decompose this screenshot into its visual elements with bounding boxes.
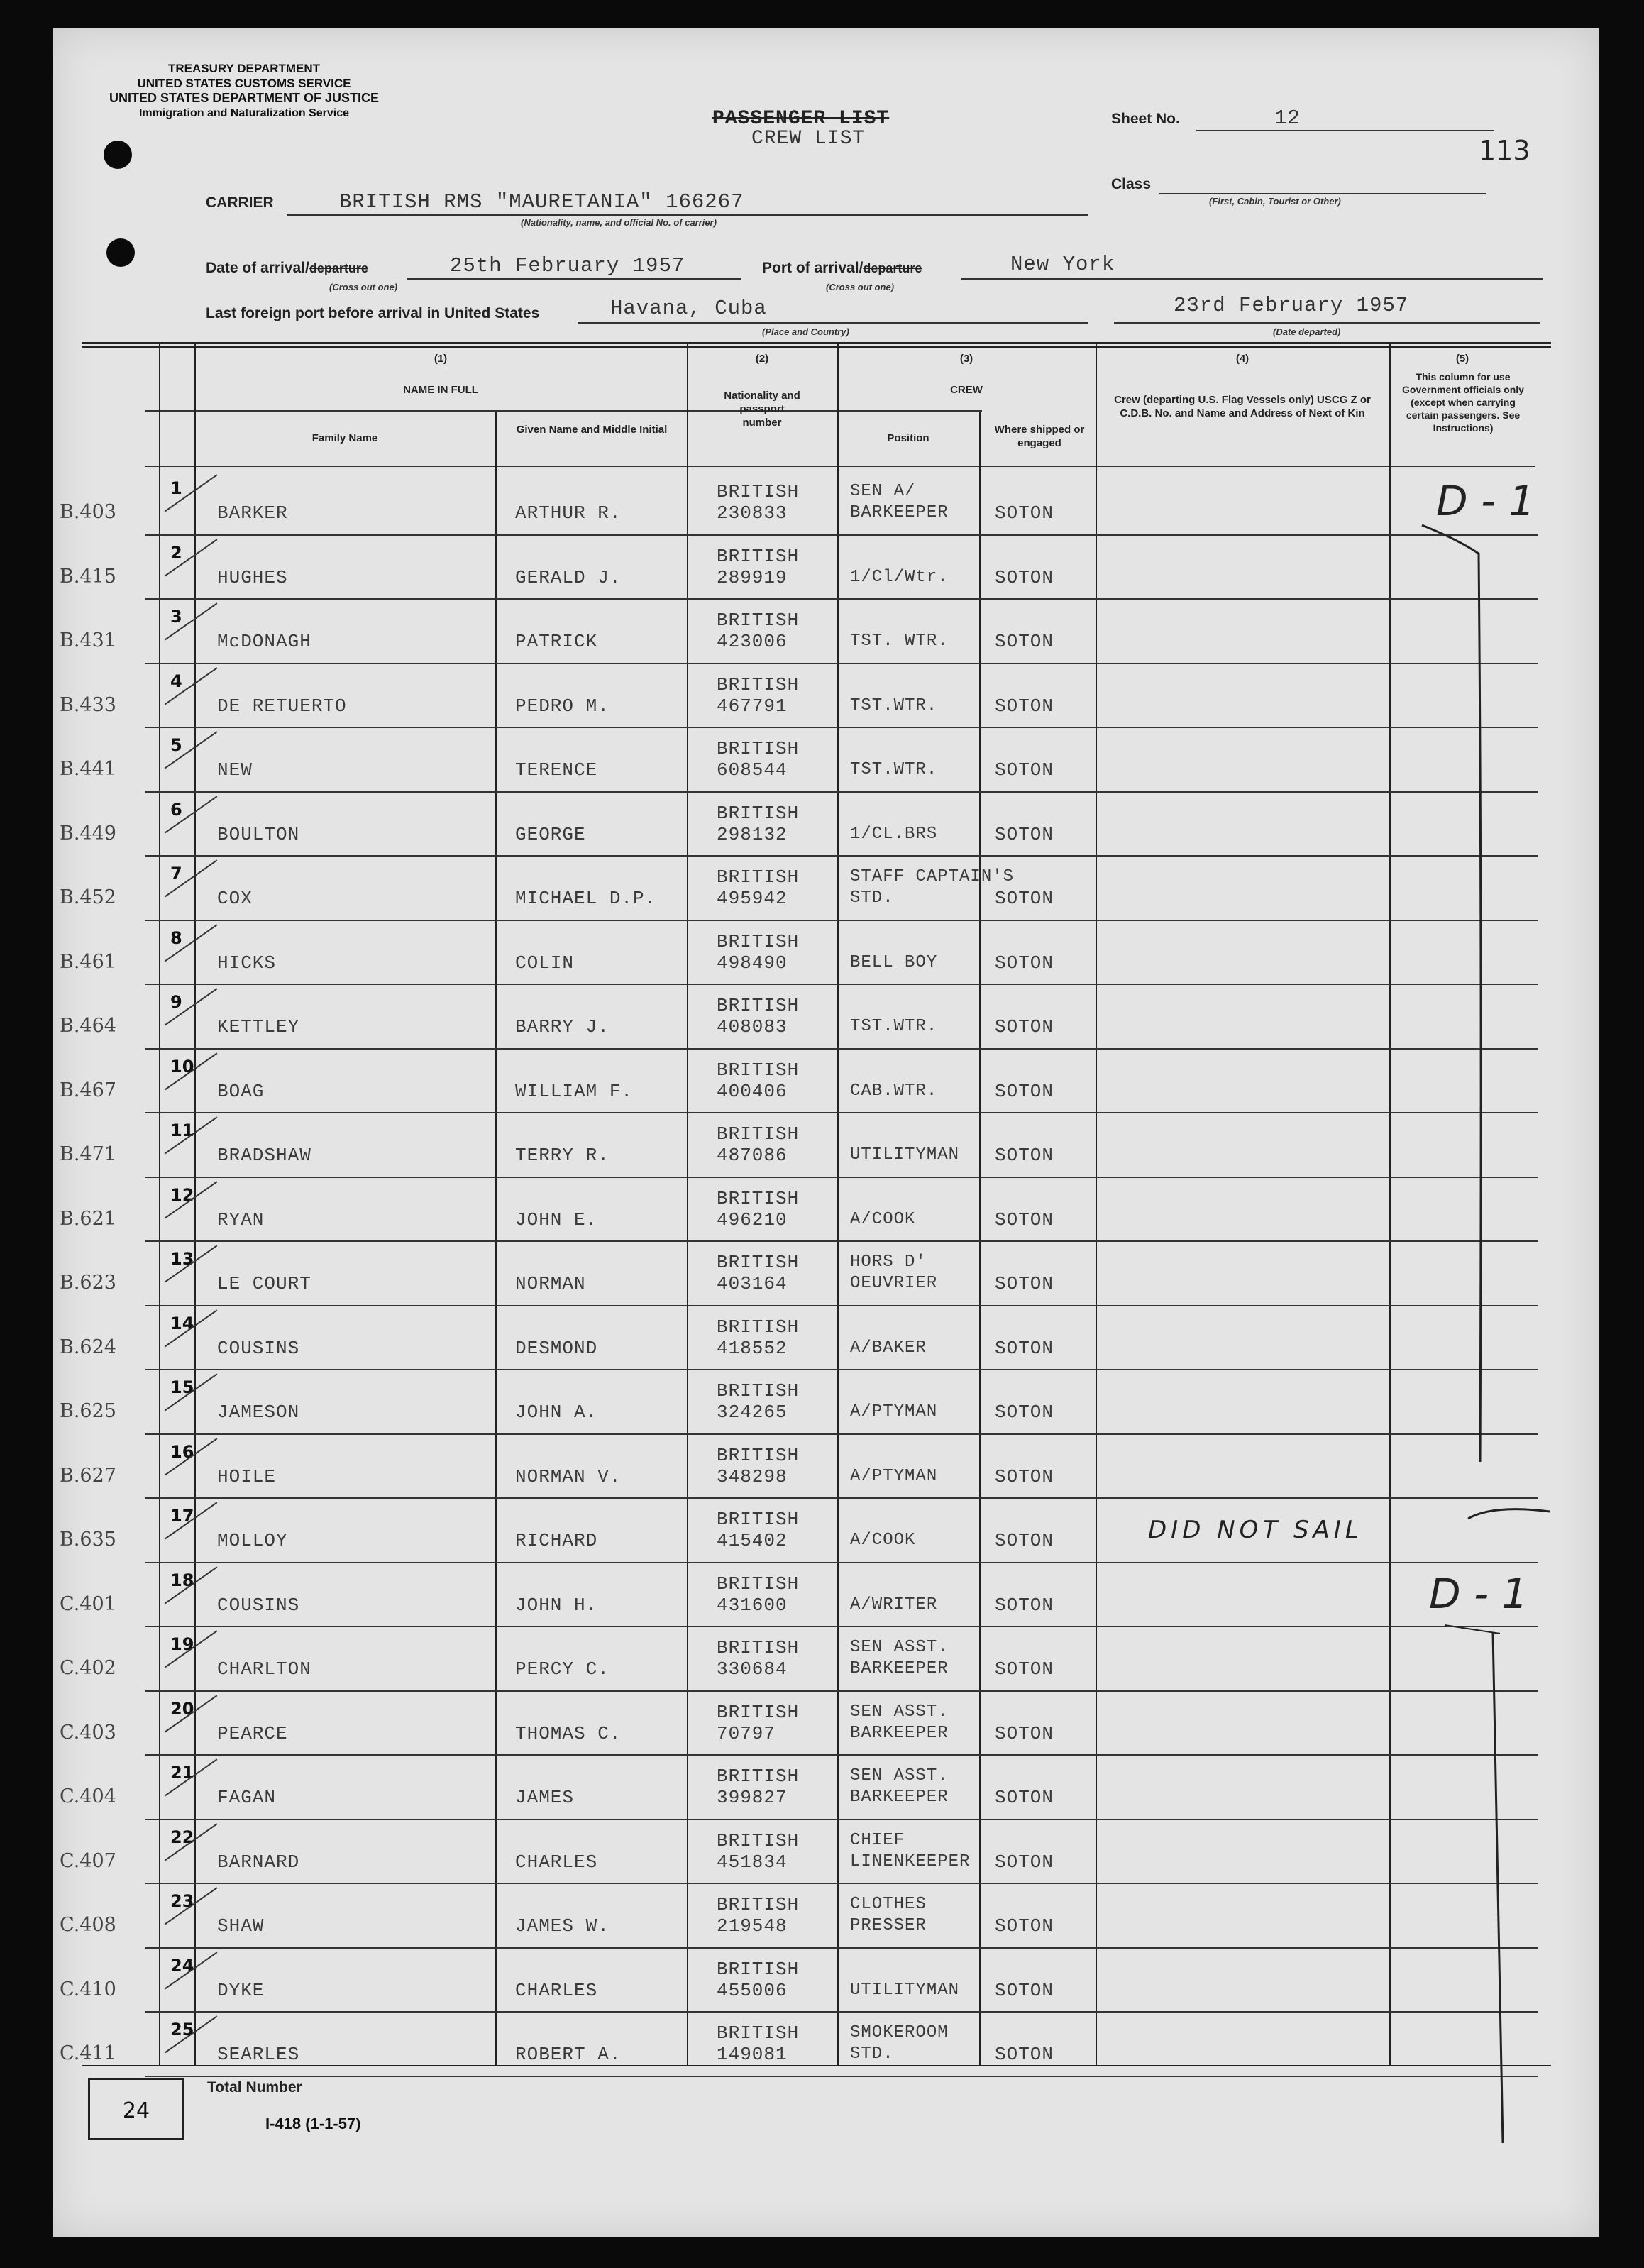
row-number: 15 — [170, 1377, 194, 1397]
nationality: BRITISH — [717, 866, 800, 888]
row-ref: C.402 — [60, 1657, 116, 1679]
passport-number: 298132 — [717, 823, 788, 845]
family-name: HUGHES — [217, 566, 288, 588]
position-line-2: BARKEEPER — [850, 503, 949, 522]
position-line-2: UTILITYMAN — [850, 1980, 960, 2000]
passport-number: 219548 — [717, 1915, 788, 1937]
position-line-2: STD. — [850, 888, 894, 908]
passport-number: 455006 — [717, 1979, 788, 2001]
row-ref: C.403 — [60, 1721, 116, 1744]
agency-line-2: UNITED STATES CUSTOMS SERVICE — [137, 77, 351, 90]
col2-title: Nationality and passport number — [724, 390, 800, 429]
passport-number: 400406 — [717, 1080, 788, 1102]
family-name: NEW — [217, 759, 253, 781]
family-name: COUSINS — [217, 1337, 300, 1359]
date-hint: (Cross out one) — [329, 282, 398, 292]
row-ref: B.431 — [60, 629, 116, 651]
crew-list-sheet — [53, 28, 1599, 2237]
struck-title: PASSENGER LIST — [712, 108, 890, 130]
position-line-2: TST.WTR. — [850, 695, 938, 715]
passport-number: 348298 — [717, 1465, 788, 1487]
row-ref: B.471 — [60, 1143, 116, 1165]
col4-number: (4) — [1235, 353, 1249, 365]
agency-line-1: TREASURY DEPARTMENT — [167, 62, 321, 75]
row-ref: C.401 — [60, 1592, 116, 1615]
given-name: DESMOND — [515, 1337, 598, 1359]
col-position-header: Position — [887, 432, 929, 444]
row-number: 14 — [170, 1313, 194, 1333]
total-value: 24 — [122, 2098, 150, 2123]
carrier-hint: (Nationality, name, and official No. of carrier) — [521, 217, 717, 228]
row-number: 12 — [170, 1184, 194, 1205]
row-ref: B.627 — [60, 1464, 116, 1487]
passport-number: 431600 — [717, 1594, 788, 1616]
given-name: GEORGE — [515, 823, 586, 845]
nationality: BRITISH — [717, 545, 800, 567]
departed-value: 23rd February 1957 — [1174, 294, 1409, 317]
shipped-at: SOTON — [995, 502, 1054, 524]
shipped-at: SOTON — [995, 1273, 1054, 1294]
form-title: CREW LIST — [751, 128, 866, 150]
passport-number: 451834 — [717, 1851, 788, 1873]
family-name: DYKE — [217, 1979, 265, 2001]
row-number: 13 — [170, 1249, 194, 1269]
passport-number: 403164 — [717, 1273, 788, 1294]
row-ref: B.621 — [60, 1207, 116, 1230]
passport-number: 467791 — [717, 695, 788, 717]
shipped-at: SOTON — [995, 1787, 1054, 1808]
shipped-at: SOTON — [995, 631, 1054, 652]
given-name: ARTHUR R. — [515, 502, 622, 524]
given-name: JOHN E. — [515, 1209, 598, 1231]
row-number: 6 — [170, 799, 182, 820]
nationality: BRITISH — [717, 1829, 800, 1851]
position-line-2: BELL BOY — [850, 952, 938, 972]
nationality: BRITISH — [717, 930, 800, 952]
shipped-at: SOTON — [995, 1658, 1054, 1680]
col2-number: (2) — [755, 353, 769, 365]
port-label-text: Port of arrival/ — [762, 260, 864, 276]
passport-number: 330684 — [717, 1658, 788, 1680]
col5-title: This column for use Government officials only (except when carrying certain passengers. See Instructions) — [1402, 371, 1524, 434]
family-name: BOAG — [217, 1080, 265, 1102]
passport-number: 495942 — [717, 888, 788, 909]
shipped-at: SOTON — [995, 1145, 1054, 1166]
family-name: MOLLOY — [217, 1530, 288, 1551]
row-ref: C.410 — [60, 1978, 116, 2000]
row-ref: B.464 — [60, 1015, 116, 1037]
handwritten-strokes — [53, 28, 1599, 2237]
shipped-at: SOTON — [995, 823, 1054, 845]
nationality: BRITISH — [717, 1637, 800, 1658]
col5-number: (5) — [1455, 353, 1469, 365]
row-number: 18 — [170, 1570, 194, 1590]
shipped-at: SOTON — [995, 1080, 1054, 1102]
family-name: BARNARD — [217, 1851, 300, 1873]
carrier-value: BRITISH RMS "MAURETANIA" 166267 — [339, 190, 744, 214]
shipped-at: SOTON — [995, 1594, 1054, 1616]
family-name: JAMESON — [217, 1402, 300, 1423]
class-hint: (First, Cabin, Tourist or Other) — [1209, 196, 1341, 207]
nationality: BRITISH — [717, 2022, 800, 2044]
position-line-2: PRESSER — [850, 1916, 927, 1935]
shipped-at: SOTON — [995, 2044, 1054, 2065]
row-ref: B.449 — [60, 822, 116, 844]
row-ref: C.404 — [60, 1785, 116, 1807]
port-hint: (Cross out one) — [826, 282, 895, 292]
row-number: 24 — [170, 1955, 194, 1976]
position-line-2: BARKEEPER — [850, 1723, 949, 1743]
row-number: 9 — [170, 992, 182, 1012]
row-ref: C.407 — [60, 1849, 116, 1872]
given-name: JAMES — [515, 1787, 575, 1808]
row-number: 22 — [170, 1827, 194, 1847]
position-line-1: SEN A/ — [850, 482, 916, 501]
position-line-2: UTILITYMAN — [850, 1145, 960, 1165]
position-line-2: STD. — [850, 2044, 894, 2064]
position-line-2: A/PTYMAN — [850, 1466, 938, 1486]
nationality: BRITISH — [717, 1380, 800, 1402]
position-line-1: SEN ASST. — [850, 1766, 949, 1785]
given-name: PATRICK — [515, 631, 598, 652]
row-number: 2 — [170, 542, 182, 563]
position-line-1: CLOTHES — [850, 1895, 927, 1914]
shipped-at: SOTON — [995, 759, 1054, 781]
col3-title: CREW — [950, 384, 983, 396]
passport-number: 496210 — [717, 1209, 788, 1231]
row-number: 25 — [170, 2020, 194, 2039]
row-ref: B.441 — [60, 758, 116, 780]
agency-line-4: Immigration and Naturalization Service — [138, 107, 350, 119]
given-name: ROBERT A. — [515, 2044, 622, 2065]
row-ref: B.415 — [60, 565, 116, 588]
nationality: BRITISH — [717, 1701, 800, 1723]
given-name: PEDRO M. — [515, 695, 609, 717]
given-name: GERALD J. — [515, 566, 622, 588]
total-box — [88, 2078, 184, 2140]
position-line-2: A/BAKER — [850, 1338, 927, 1358]
row-ref: B.624 — [60, 1336, 116, 1358]
col-shipped-header: Where shipped or engaged — [994, 424, 1085, 449]
date-label-text: Date of arrival/ — [206, 260, 309, 276]
family-name: McDONAGH — [217, 631, 311, 652]
sheet-no-label: Sheet No. — [1111, 111, 1180, 127]
col4-title: Crew (departing U.S. Flag Vessels only) USCG Z or C.D.B. No. and Name and Address of Next of Kin — [1114, 394, 1371, 419]
form-number: I-418 (1-1-57) — [265, 2115, 361, 2132]
passport-number: 423006 — [717, 631, 788, 652]
row-ref: B.623 — [60, 1272, 116, 1294]
col3-number: (3) — [959, 353, 973, 365]
position-line-2: A/COOK — [850, 1531, 916, 1550]
given-name: CHARLES — [515, 1851, 598, 1873]
nationality: BRITISH — [717, 481, 800, 502]
family-name: KETTLEY — [217, 1016, 300, 1037]
family-name: CHARLTON — [217, 1658, 311, 1680]
shipped-at: SOTON — [995, 1530, 1054, 1551]
shipped-at: SOTON — [995, 1402, 1054, 1423]
row-ref: B.403 — [60, 501, 116, 523]
row-number: 8 — [170, 927, 182, 948]
nationality: BRITISH — [717, 1766, 800, 1787]
row-number: 19 — [170, 1634, 194, 1654]
row-ref: C.408 — [60, 1914, 116, 1936]
given-name: COLIN — [515, 952, 575, 974]
col1-title: NAME IN FULL — [403, 384, 478, 396]
position-line-2: OEUVRIER — [850, 1274, 938, 1293]
given-name: THOMAS C. — [515, 1722, 622, 1744]
row-ref: B.452 — [60, 886, 116, 908]
row-ref: C.411 — [60, 2042, 116, 2064]
position-line-2: BARKEEPER — [850, 1659, 949, 1678]
row-ref: B.625 — [60, 1400, 116, 1422]
col-family-header: Family Name — [311, 432, 378, 444]
given-name: BARRY J. — [515, 1016, 609, 1037]
row-ref: B.461 — [60, 950, 116, 973]
position-line-1: HORS D' — [850, 1253, 927, 1272]
passport-number: 608544 — [717, 759, 788, 781]
shipped-at: SOTON — [995, 1337, 1054, 1359]
port-struck: departure — [863, 261, 922, 275]
row-number: 1 — [170, 478, 182, 498]
nationality: BRITISH — [717, 1316, 800, 1338]
position-line-2: A/COOK — [850, 1209, 916, 1229]
family-name: HICKS — [217, 952, 277, 974]
given-name: JAMES W. — [515, 1915, 609, 1937]
row-number: 17 — [170, 1506, 194, 1526]
nationality: BRITISH — [717, 1509, 800, 1530]
position-line-1: SEN ASST. — [850, 1702, 949, 1722]
carrier-label: CARRIER — [206, 194, 274, 211]
given-name: MICHAEL D.P. — [515, 888, 657, 909]
position-line-2: TST.WTR. — [850, 760, 938, 779]
row-number: 3 — [170, 607, 182, 627]
given-name: TERENCE — [515, 759, 598, 781]
family-name: COUSINS — [217, 1594, 300, 1616]
given-name: WILLIAM F. — [515, 1080, 634, 1102]
shipped-at: SOTON — [995, 1465, 1054, 1487]
nationality: BRITISH — [717, 802, 800, 824]
row-number: 7 — [170, 864, 182, 883]
page-stamp: 113 — [1479, 135, 1530, 166]
family-name: HOILE — [217, 1465, 277, 1487]
shipped-at: SOTON — [995, 1915, 1054, 1937]
col-given-header: Given Name and Middle Initial — [516, 424, 668, 436]
row-number: 10 — [170, 1056, 194, 1077]
shipped-at: SOTON — [995, 1722, 1054, 1744]
position-line-2: TST. WTR. — [850, 632, 949, 651]
sheet-no-value: 12 — [1274, 106, 1301, 130]
family-name: FAGAN — [217, 1787, 277, 1808]
annotation-d1-top: D - 1 — [1436, 477, 1535, 525]
position-line-2: 1/CL.BRS — [850, 824, 938, 844]
position-line-2: A/PTYMAN — [850, 1402, 938, 1421]
last-port-label: Last foreign port before arrival in United States — [206, 305, 540, 321]
family-name: COX — [217, 888, 253, 909]
nationality: BRITISH — [717, 1059, 800, 1081]
row-number: 4 — [170, 671, 182, 691]
given-name: NORMAN V. — [515, 1465, 622, 1487]
passport-number: 415402 — [717, 1530, 788, 1551]
passport-number: 289919 — [717, 566, 788, 588]
passport-number: 399827 — [717, 1787, 788, 1808]
row-number: 16 — [170, 1441, 194, 1462]
annotation-did-not-sail: DID NOT SAIL — [1148, 1516, 1363, 1544]
position-line-2: BARKEEPER — [850, 1788, 949, 1807]
departed-hint: (Date departed) — [1273, 326, 1341, 337]
given-name: JOHN H. — [515, 1594, 598, 1616]
last-port-hint: (Place and Country) — [762, 326, 849, 337]
position-line-2: LINENKEEPER — [850, 1851, 971, 1871]
nationality: BRITISH — [717, 610, 800, 631]
family-name: PEARCE — [217, 1722, 288, 1744]
family-name: LE COURT — [217, 1273, 311, 1294]
shipped-at: SOTON — [995, 1851, 1054, 1873]
agency-line-3: UNITED STATES DEPARTMENT OF JUSTICE — [109, 91, 379, 105]
row-number: 23 — [170, 1891, 194, 1911]
passport-number: 498490 — [717, 952, 788, 974]
given-name: NORMAN — [515, 1273, 586, 1294]
passport-number: 70797 — [717, 1722, 776, 1744]
shipped-at: SOTON — [995, 1209, 1054, 1231]
nationality: BRITISH — [717, 1123, 800, 1145]
family-name: SHAW — [217, 1915, 265, 1937]
passport-number: 324265 — [717, 1402, 788, 1423]
row-number: 11 — [170, 1121, 194, 1140]
last-port-value: Havana, Cuba — [610, 297, 767, 320]
position-line-2: A/WRITER — [850, 1595, 938, 1614]
passport-number: 230833 — [717, 502, 788, 524]
row-ref: B.635 — [60, 1529, 116, 1551]
passport-number: 149081 — [717, 2044, 788, 2065]
nationality: BRITISH — [717, 1444, 800, 1466]
passport-number: 408083 — [717, 1016, 788, 1037]
shipped-at: SOTON — [995, 1016, 1054, 1037]
position-line-2: 1/Cl/Wtr. — [850, 567, 949, 587]
annotation-d1-mid: D - 1 — [1429, 1570, 1528, 1618]
position-line-1: CHIEF — [850, 1830, 905, 1850]
given-name: JOHN A. — [515, 1402, 598, 1423]
family-name: BOULTON — [217, 823, 300, 845]
nationality: BRITISH — [717, 738, 800, 759]
row-number: 20 — [170, 1698, 194, 1719]
family-name: BARKER — [217, 502, 288, 524]
nationality: BRITISH — [717, 1573, 800, 1595]
position-line-2: TST.WTR. — [850, 1017, 938, 1036]
shipped-at: SOTON — [995, 952, 1054, 974]
position-line-2: CAB.WTR. — [850, 1081, 938, 1101]
family-name: DE RETUERTO — [217, 695, 347, 717]
nationality: BRITISH — [717, 673, 800, 695]
row-ref: B.467 — [60, 1079, 116, 1101]
row-number: 5 — [170, 735, 182, 755]
row-number: 21 — [170, 1763, 194, 1783]
date-value: 25th February 1957 — [450, 254, 685, 277]
position-line-1: SEN ASST. — [850, 1638, 949, 1657]
shipped-at: SOTON — [995, 1979, 1054, 2001]
family-name: BRADSHAW — [217, 1145, 311, 1166]
passport-number: 487086 — [717, 1145, 788, 1166]
given-name: RICHARD — [515, 1530, 598, 1551]
given-name: PERCY C. — [515, 1658, 609, 1680]
class-label: Class — [1111, 176, 1152, 192]
position-line-1: SMOKEROOM — [850, 2023, 949, 2042]
position-line-1: STAFF CAPTAIN'S — [850, 867, 1015, 886]
nationality: BRITISH — [717, 1252, 800, 1273]
given-name: TERRY R. — [515, 1145, 609, 1166]
nationality: BRITISH — [717, 995, 800, 1016]
given-name: CHARLES — [515, 1979, 598, 2001]
shipped-at: SOTON — [995, 695, 1054, 717]
passport-number: 418552 — [717, 1337, 788, 1359]
col1-number: (1) — [434, 353, 448, 365]
shipped-at: SOTON — [995, 888, 1054, 909]
date-struck: departure — [309, 261, 368, 275]
port-value: New York — [1010, 253, 1115, 276]
shipped-at: SOTON — [995, 566, 1054, 588]
total-label: Total Number — [207, 2079, 302, 2096]
nationality: BRITISH — [717, 1894, 800, 1915]
family-name: RYAN — [217, 1209, 265, 1231]
nationality: BRITISH — [717, 1187, 800, 1209]
family-name: SEARLES — [217, 2044, 300, 2065]
row-ref: B.433 — [60, 693, 116, 716]
nationality: BRITISH — [717, 1958, 800, 1980]
